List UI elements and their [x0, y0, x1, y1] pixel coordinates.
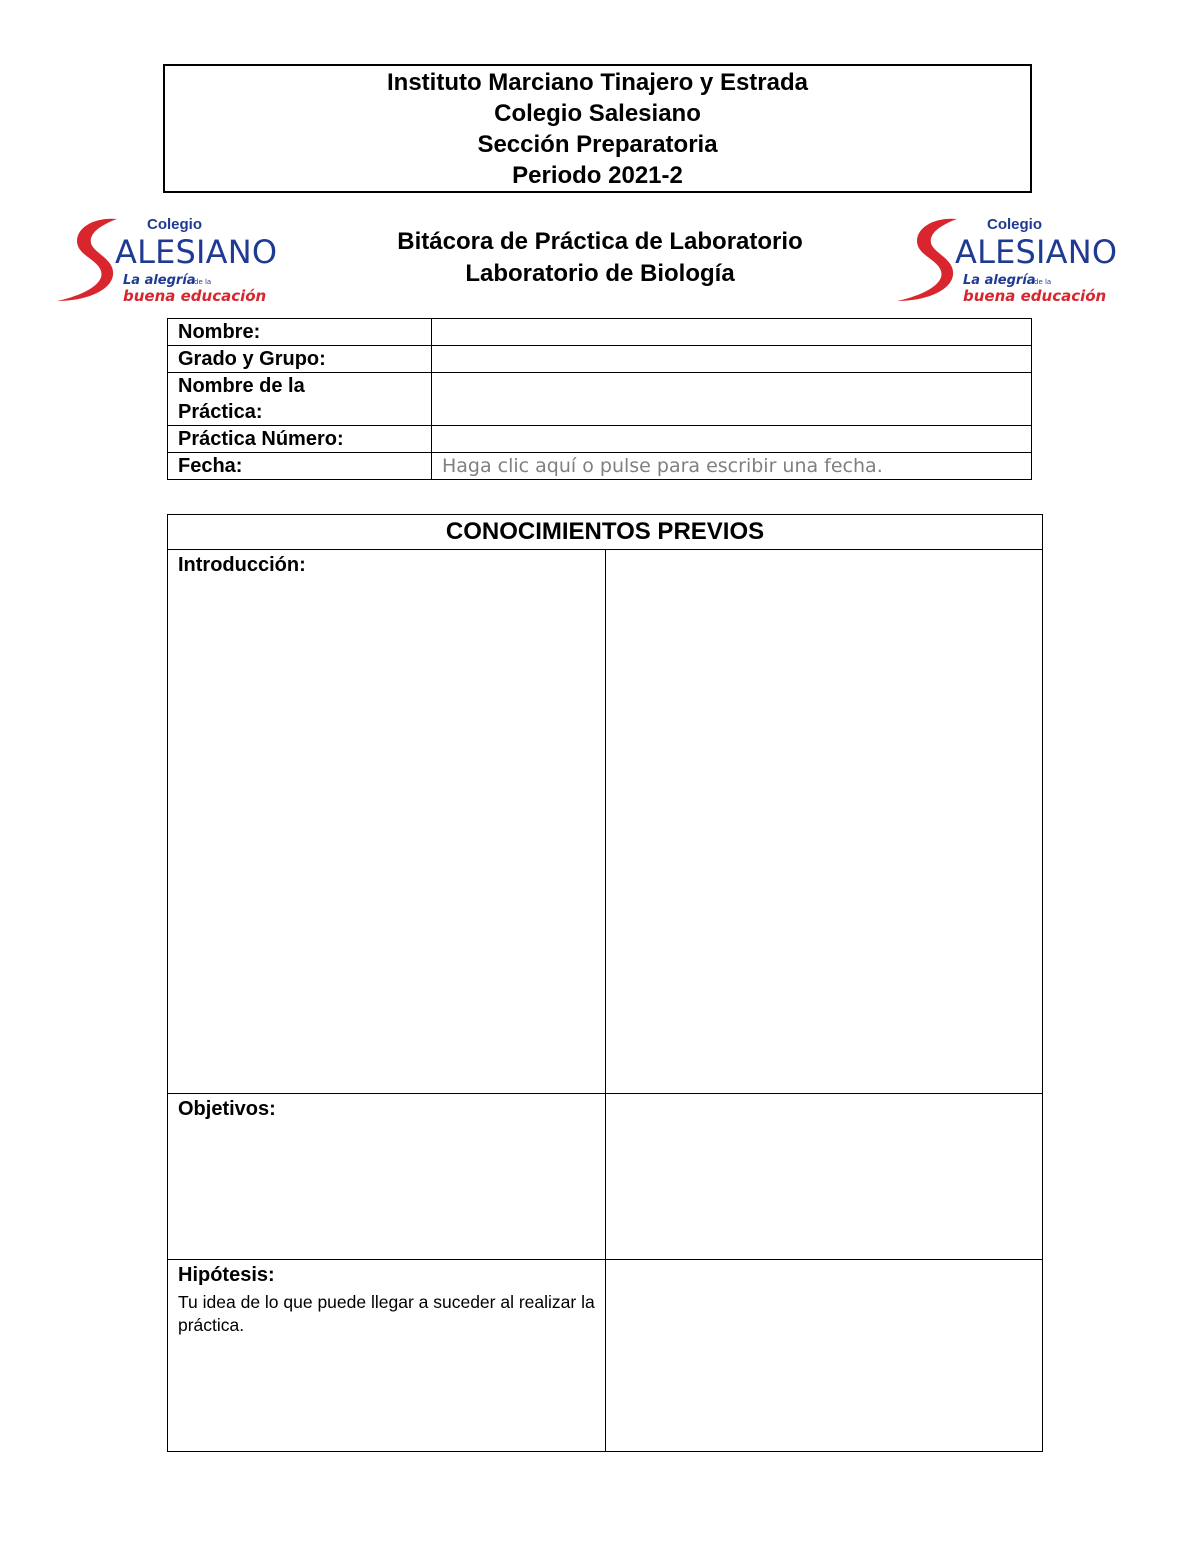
section-heading-row — [168, 515, 1043, 550]
field-practica-numero[interactable] — [432, 426, 1032, 453]
logo-tagline-2: buena educación — [123, 287, 267, 305]
school-name: Colegio Salesiano — [494, 99, 701, 127]
logo-colegio-text: Colegio — [147, 216, 202, 233]
logo-alesiano-text: ALESIANO — [115, 233, 277, 271]
field-nombre[interactable] — [432, 319, 1032, 346]
logo-alesiano-text: ALESIANO — [955, 233, 1117, 271]
cell-hipotesis-right[interactable] — [606, 1260, 1043, 1452]
row-fecha — [168, 453, 1032, 480]
conocimientos-previos-table — [167, 514, 1043, 1452]
title-line-2: Laboratorio de Biología — [465, 260, 735, 287]
document-title — [300, 226, 900, 290]
institution-name: Instituto Marciano Tinajero y Estrada — [387, 68, 808, 96]
logo-colegio-text: Colegio — [987, 216, 1042, 233]
salesiano-logo-left — [55, 215, 280, 305]
cell-hipotesis[interactable] — [168, 1260, 606, 1452]
label-nombre-practica-2: Práctica: — [178, 401, 263, 423]
logo-tagline-2: buena educación — [963, 287, 1107, 305]
student-info-table — [167, 318, 1032, 480]
hipotesis-note: Tu idea de lo que puede llegar a suceder al realizar la práctica. — [178, 1292, 595, 1335]
logo-tagline-small: de la — [194, 278, 212, 286]
salesiano-logo-right — [895, 215, 1120, 305]
row-introduccion — [168, 550, 1043, 1094]
section-name: Sección Preparatoria — [477, 130, 718, 158]
label-grado-grupo: Grado y Grupo: — [168, 346, 432, 373]
row-practica-numero — [168, 426, 1032, 453]
label-nombre-practica-1: Nombre de la — [178, 375, 305, 397]
row-grado — [168, 346, 1032, 373]
row-hipotesis — [168, 1260, 1043, 1452]
logo-tagline-1: La alegría — [963, 273, 1036, 288]
label-nombre-practica — [168, 373, 432, 426]
row-nombre — [168, 319, 1032, 346]
cell-objetivos[interactable] — [168, 1094, 606, 1260]
date-picker-field[interactable]: Haga clic aquí o pulse para escribir una fecha. — [432, 453, 1032, 480]
label-objetivos: Objetivos: — [178, 1098, 276, 1120]
section-heading: CONOCIMIENTOS PREVIOS — [168, 515, 1043, 550]
label-fecha: Fecha: — [168, 453, 432, 480]
logo-tagline-small: de la — [1034, 278, 1052, 286]
field-nombre-practica[interactable] — [432, 373, 1032, 426]
row-nombre-practica — [168, 373, 1032, 426]
field-grado-grupo[interactable] — [432, 346, 1032, 373]
cell-introduccion-right[interactable] — [606, 550, 1043, 1094]
label-hipotesis: Hipótesis: — [178, 1264, 275, 1286]
institution-header — [163, 64, 1032, 193]
row-objetivos — [168, 1094, 1043, 1260]
cell-objetivos-right[interactable] — [606, 1094, 1043, 1260]
label-practica-numero: Práctica Número: — [168, 426, 432, 453]
period: Periodo 2021-2 — [512, 161, 683, 189]
title-line-1: Bitácora de Práctica de Laboratorio — [397, 228, 803, 255]
label-nombre: Nombre: — [168, 319, 432, 346]
cell-introduccion[interactable] — [168, 550, 606, 1094]
logo-tagline-1: La alegría — [123, 273, 196, 288]
label-introduccion: Introducción: — [178, 554, 306, 576]
